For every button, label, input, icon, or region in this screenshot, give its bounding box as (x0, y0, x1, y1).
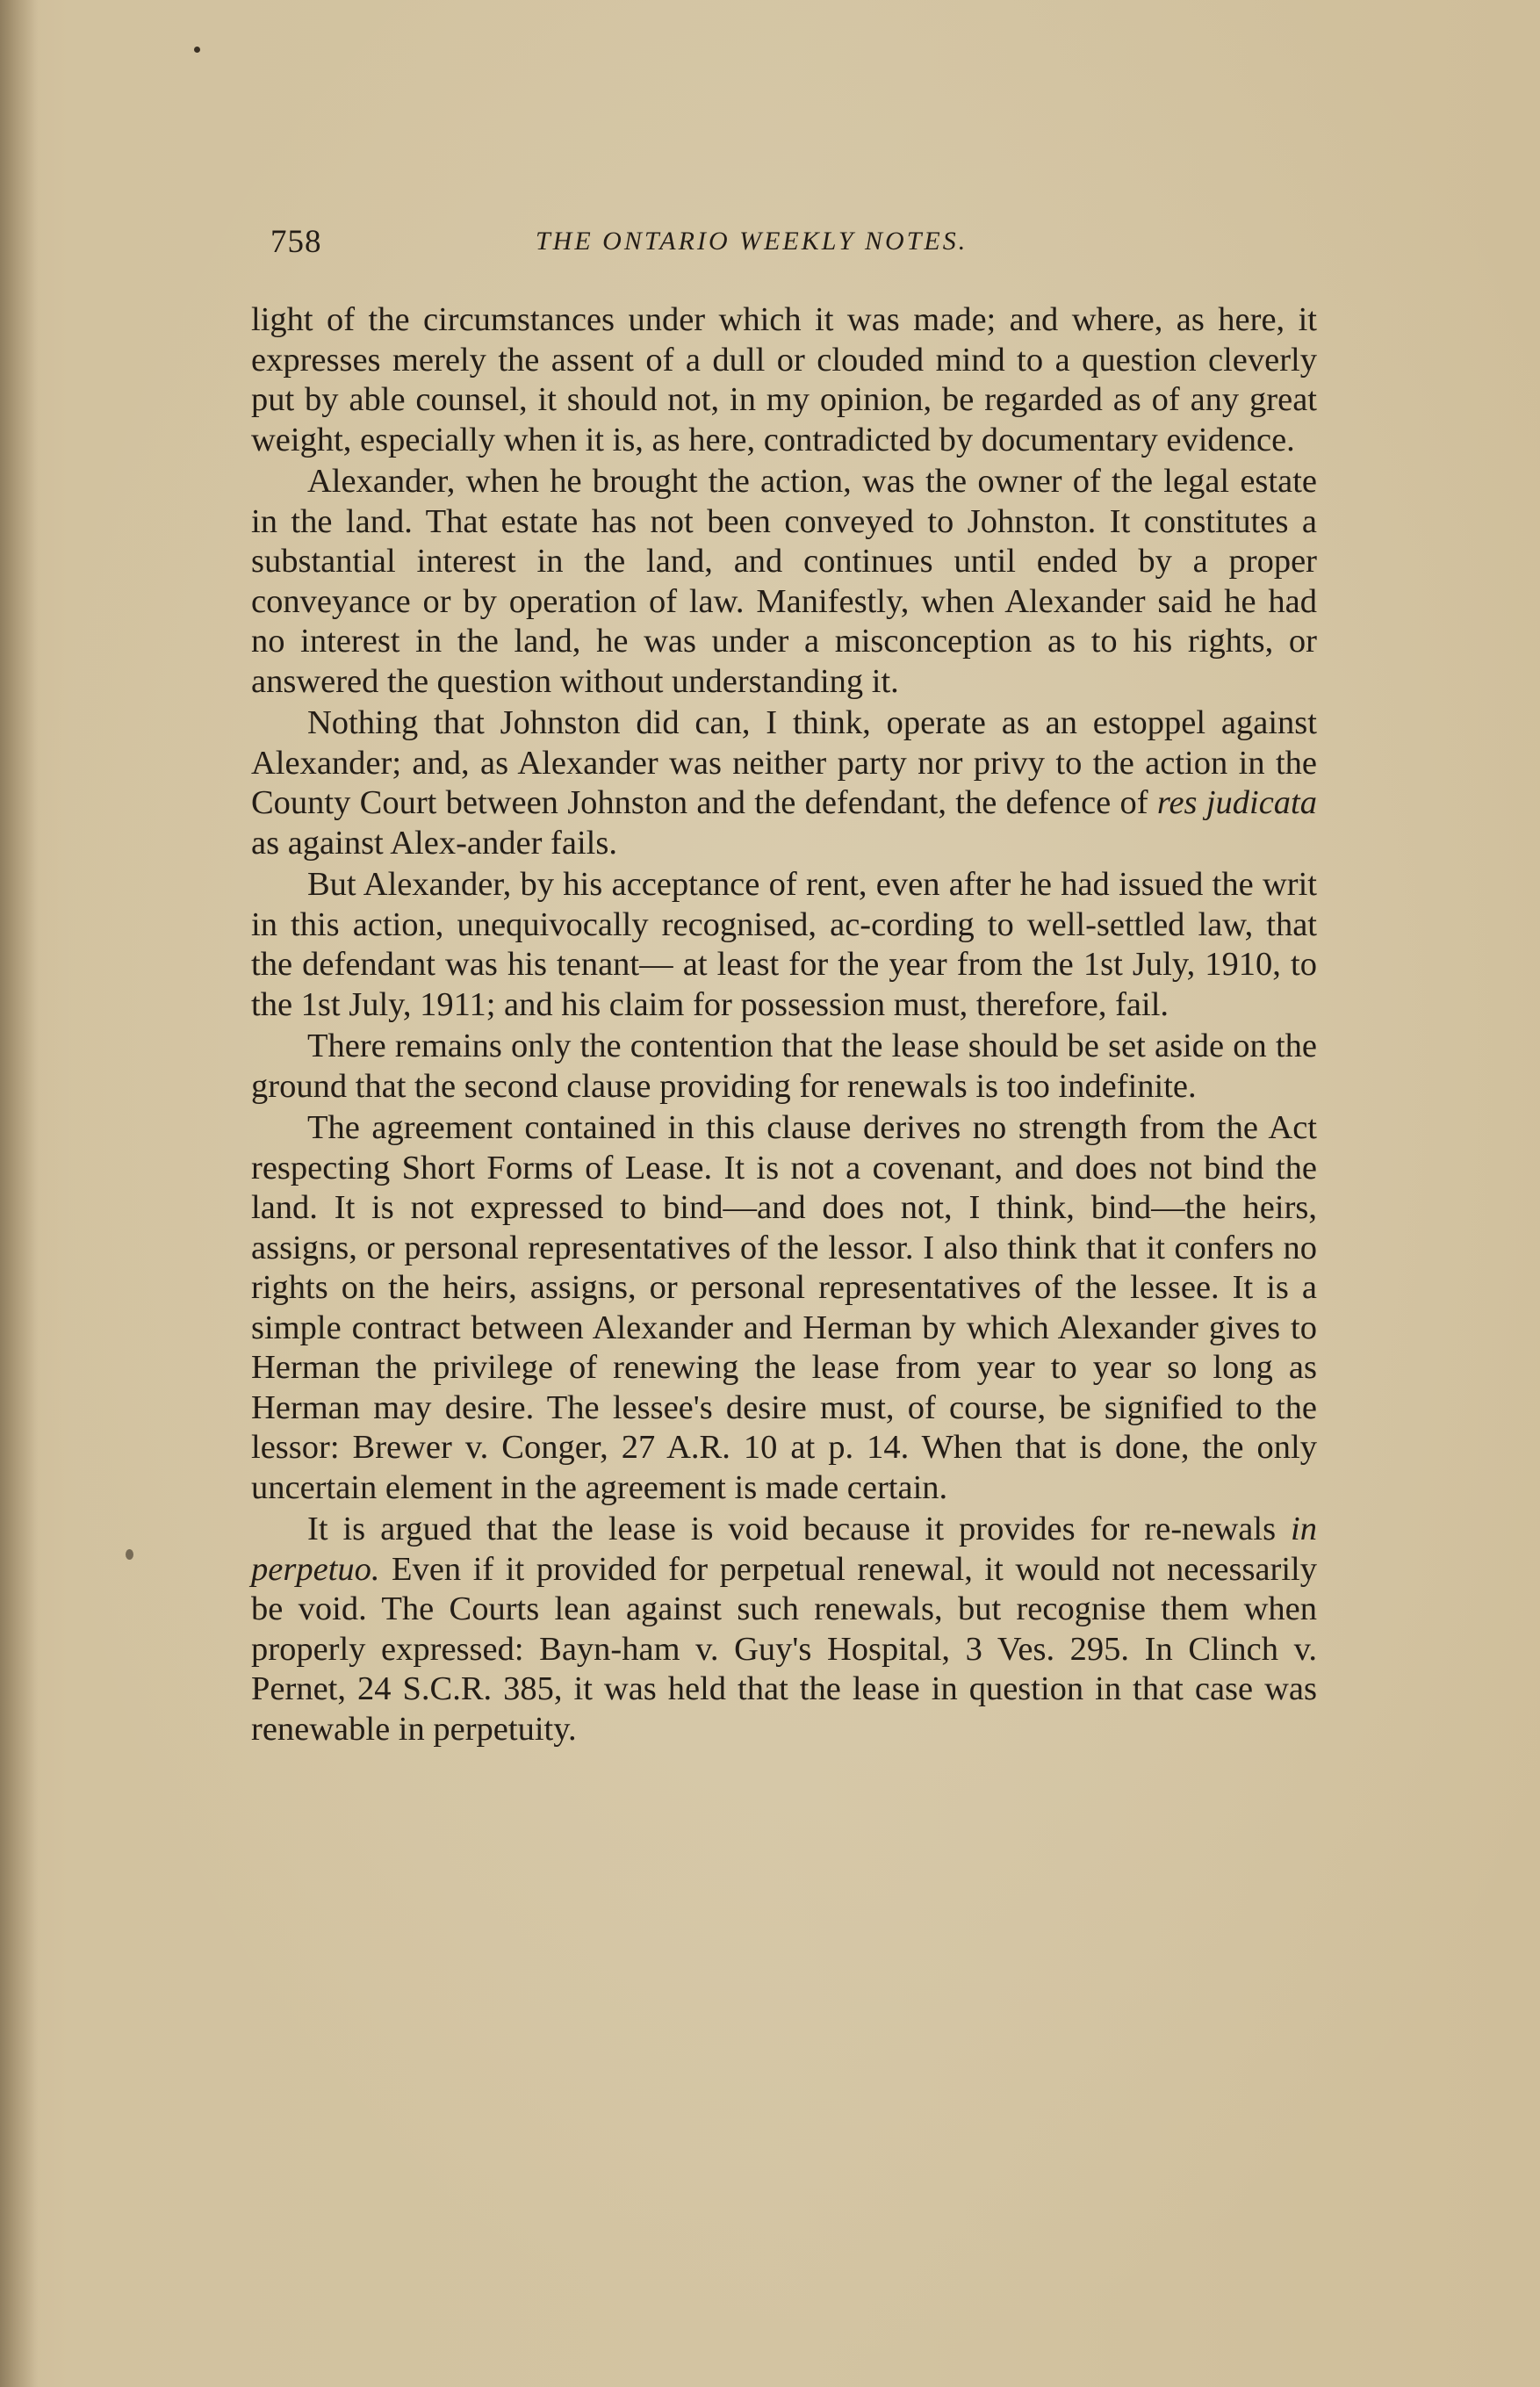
paragraph-text: There remains only the contention that the lease should be set aside on the ground that the second clause providing for renewals is too indefinite. (251, 1028, 1317, 1105)
paragraph-text: But Alexander, by his acceptance of rent, even after he had issued the writ in this action, unequivocally recognised, ac-cording to well-settled law, that the defendant was his tenant— at least for the year from the 1st July, 1910, to the 1st July, 1911; and his claim for possession must, therefore, fail. (251, 866, 1317, 1023)
paragraph (251, 300, 1317, 460)
paragraph (251, 462, 1317, 702)
page-header (263, 218, 1045, 270)
paragraph (251, 865, 1317, 1025)
paragraph (251, 703, 1317, 863)
page-number: 758 (270, 224, 322, 260)
paragraph-text: Even if it provided for perpetual renewal, it would not necessarily be void. The Courts lean against such renewals, but recognise them when properly expressed: Bayn-ham v. Guy's Hospital, 3 Ves. 295. In Clinch v. Pernet, 24 S.C.R. 385, it was held that the lease in question in that case was renewable in perpetuity. (251, 1550, 1317, 1748)
paragraph (251, 1510, 1317, 1749)
ink-speck (126, 1549, 133, 1560)
paragraph (251, 1027, 1317, 1107)
paragraph (251, 1108, 1317, 1508)
ink-speck (194, 47, 200, 53)
paragraph-text: Nothing that Johnston did can, I think, operate as an estoppel against Alexander; and, as Alexander was neither party nor privy to the action in the County Court between Johnston and the defendant, the defence of (251, 704, 1317, 821)
paragraph-text: light of the circumstances under which it was made; and where, as here, it expresses merely the assent of a dull or clouded mind to a question cleverly put by able counsel, it should not, in my opinion, be regarded as of any great weight, especially when it is, as here, contradicted by documentary evidence. (251, 301, 1317, 458)
binding-shadow (0, 0, 39, 2387)
paragraph-text: as against Alex-ander fails. (251, 824, 617, 862)
paragraph-text: Alexander, when he brought the action, was the owner of the legal estate in the land. That estate has not been conveyed to Johnston. It constitutes a substantial interest in the land, and continues until ended by a proper conveyance or by operation of law. Manifestly, when Alexander said he had no interest in the land, he was under a misconception as to his rights, or answered the question without understanding it. (251, 463, 1317, 700)
body-text (251, 300, 1317, 1749)
running-head: THE ONTARIO WEEKLY NOTES. (536, 227, 968, 256)
paragraph-text: The agreement contained in this clause derives no strength from the Act respecting Short Forms of Lease. It is not a covenant, and does not bind the land. It is not expressed to bind—and does not, I think, bind—the heirs, assigns, or personal representatives of the lessor. I also think that it confers no rights on the heirs, assigns, or personal representatives of the lessee. It is a simple contract between Alexander and Herman by which Alexander gives to Herman the privilege of renewing the lease from year to year so long as Herman may desire. The lessee's desire must, of course, be signified to the lessor: Brewer v. Conger, 27 A.R. 10 at p. 14. When that is done, the only uncertain element in the agreement is made certain. (251, 1109, 1317, 1506)
italic-phrase: in perpetuo. (251, 1511, 1317, 1588)
italic-phrase: res judicata (1156, 784, 1317, 821)
paragraph-text: It is argued that the lease is void because it provides for re-newals (307, 1511, 1292, 1547)
